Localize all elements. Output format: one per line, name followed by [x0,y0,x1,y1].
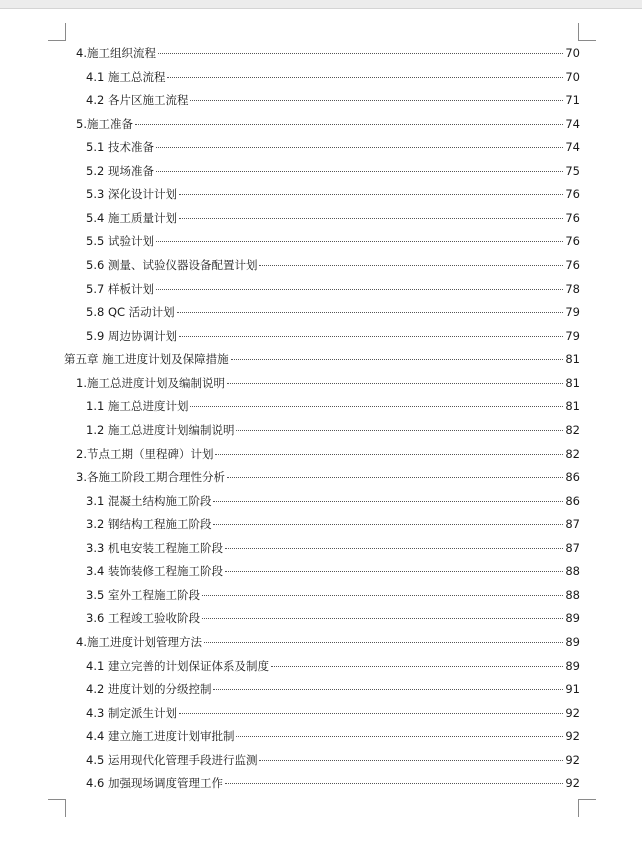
toc-entry[interactable] [86,303,580,321]
crop-mark-top-right [578,23,596,41]
crop-mark-bottom-right [578,799,596,817]
toc-dot-leader [179,336,563,337]
toc-entry[interactable] [86,586,580,604]
toc-entry-label: 5.3 深化设计计划 [86,187,177,202]
toc-page-number: 76 [565,210,580,225]
toc-entry-label: 3.3 机电安装工程施工阶段 [86,540,223,555]
toc-entry-label: 5.5 试验计划 [86,234,154,249]
toc-entry-label: 2.节点工期（里程碑）计划 [76,446,214,461]
toc-page-number: 75 [565,163,580,178]
toc-entry-label: 3.2 钢结构工程施工阶段 [86,517,212,532]
toc-entry[interactable] [86,609,580,627]
toc-entry[interactable] [86,209,580,227]
toc-page-number: 71 [565,93,580,108]
toc-entry[interactable] [76,468,580,486]
toc-page-number: 78 [565,281,580,296]
toc-dot-leader [156,289,563,290]
toc-dot-leader [271,666,563,667]
toc-page-number: 76 [565,234,580,249]
toc-page-number: 92 [565,776,580,791]
toc-dot-leader [204,642,563,643]
toc-entry[interactable] [76,445,580,463]
toc-page-number: 76 [565,187,580,202]
toc-page-number: 81 [565,375,580,390]
toc-page-number: 91 [565,682,580,697]
toc-dot-leader [236,736,563,737]
toc-page-number: 70 [565,69,580,84]
toc-entry-label: 3.4 装饰装修工程施工阶段 [86,564,223,579]
toc-entry-label: 5.4 施工质量计划 [86,210,177,225]
toc-entry-label: 第五章 施工进度计划及保障措施 [64,352,229,367]
toc-page-number: 92 [565,705,580,720]
toc-entry[interactable] [76,374,580,392]
toc-entry[interactable] [86,327,580,345]
toc-entry-label: 4.3 制定派生计划 [86,705,177,720]
toc-page-number: 81 [565,399,580,414]
toc-page-number: 92 [565,729,580,744]
toc-entry-label: 4.1 建立完善的计划保证体系及制度 [86,658,269,673]
toc-entry[interactable] [86,704,580,722]
toc-entry[interactable] [86,256,580,274]
toc-page-number: 86 [565,493,580,508]
toc-dot-leader [259,265,563,266]
toc-entry[interactable] [86,657,580,675]
toc-page-number: 74 [565,116,580,131]
toc-dot-leader [202,595,563,596]
toc-dot-leader [225,548,563,549]
toc-entry[interactable] [86,492,580,510]
toc-entry-label: 5.6 测量、试验仪器设备配置计划 [86,258,258,273]
toc-page-number: 92 [565,752,580,767]
toc-dot-leader [202,618,563,619]
toc-entry-label: 5.7 样板计划 [86,281,154,296]
toc-dot-leader [177,312,564,313]
toc-entry[interactable] [86,727,580,745]
toc-entry[interactable] [86,562,580,580]
toc-entry-label: 4.5 运用现代化管理手段进行监测 [86,752,258,767]
toc-entry[interactable] [86,91,580,109]
toc-entry-label: 4.2 各片区施工流程 [86,93,189,108]
toc-entry[interactable] [86,539,580,557]
toc-entry-label: 3.5 室外工程施工阶段 [86,587,200,602]
toc-entry[interactable] [64,350,580,368]
toc-entry[interactable] [86,68,580,86]
toc-entry[interactable] [76,115,580,133]
toc-page-number: 89 [565,611,580,626]
toc-page-number: 82 [565,422,580,437]
toc-entry-label: 4.施工进度计划管理方法 [76,635,202,649]
toc-dot-leader [225,571,563,572]
toc-entry-label: 4.6 加强现场调度管理工作 [86,776,223,791]
toc-page-number: 89 [565,658,580,673]
toc-page-number: 74 [565,140,580,155]
toc-entry[interactable] [86,162,580,180]
toc-entry-label: 4.4 建立施工进度计划审批制 [86,729,235,744]
toc-dot-leader [213,524,563,525]
toc-dot-leader [135,124,563,125]
toc-entry-label: 5.9 周边协调计划 [86,328,177,343]
toc-entry[interactable] [86,232,580,250]
toc-entry[interactable] [86,751,580,769]
toc-entry-label: 3.各施工阶段工期合理性分析 [76,470,225,485]
toc-entry[interactable] [86,397,580,415]
toc-dot-leader [167,77,563,78]
toc-dot-leader [236,430,563,431]
toc-entry[interactable] [76,44,580,62]
toc-page-number: 88 [565,564,580,579]
toc-dot-leader [213,501,563,502]
toc-entry[interactable] [86,774,580,792]
toc-dot-leader [227,477,563,478]
toc-page-number: 87 [565,517,580,532]
toc-dot-leader [215,454,563,455]
toc-dot-leader [156,171,563,172]
toc-page-number: 86 [565,470,580,485]
toc-dot-leader [179,218,563,219]
toc-page-number: 82 [565,446,580,461]
toc-dot-leader [179,713,563,714]
toc-entry-label: 4.施工组织流程 [76,46,156,60]
document-page [0,8,642,859]
toc-entry-label: 5.8 QC 活动计划 [86,305,175,320]
toc-page-number: 79 [565,328,580,343]
crop-mark-top-left [48,23,66,41]
toc-dot-leader [179,194,563,195]
toc-dot-leader [231,359,564,360]
toc-page-number: 88 [565,587,580,602]
toc-dot-leader [213,689,563,690]
toc-page-number: 89 [565,635,580,649]
toc-entry-label: 1.施工总进度计划及编制说明 [76,375,225,390]
toc-entry[interactable] [86,185,580,203]
toc-page-number: 87 [565,540,580,555]
toc-entry-label: 4.1 施工总流程 [86,69,166,84]
toc-entry-label: 4.2 进度计划的分级控制 [86,682,212,697]
toc-page-number: 76 [565,258,580,273]
toc-entry-label: 3.6 工程竣工验收阶段 [86,611,200,626]
toc-entry[interactable] [76,633,580,651]
toc-dot-leader [227,383,563,384]
toc-dot-leader [156,241,563,242]
toc-entry-label: 5.施工准备 [76,116,133,131]
toc-dot-leader [225,783,563,784]
crop-mark-bottom-left [48,799,66,817]
toc-entry[interactable] [86,421,580,439]
toc-entry[interactable] [86,515,580,533]
toc-entry-label: 3.1 混凝土结构施工阶段 [86,493,212,508]
toc-dot-leader [259,760,563,761]
toc-dot-leader [190,406,563,407]
toc-entry-label: 1.1 施工总进度计划 [86,399,189,414]
toc-entry[interactable] [86,280,580,298]
toc-entry[interactable] [86,680,580,698]
toc-entry-label: 5.2 现场准备 [86,163,154,178]
toc-page-number: 79 [565,305,580,320]
toc-page-number: 81 [565,352,580,367]
toc-dot-leader [158,53,563,54]
toc-entry[interactable] [86,138,580,156]
toc-page-number: 70 [565,46,580,60]
toc-entry-label: 5.1 技术准备 [86,140,154,155]
toc-dot-leader [156,147,563,148]
toc-entry-label: 1.2 施工总进度计划编制说明 [86,422,235,437]
toc-dot-leader [190,100,563,101]
